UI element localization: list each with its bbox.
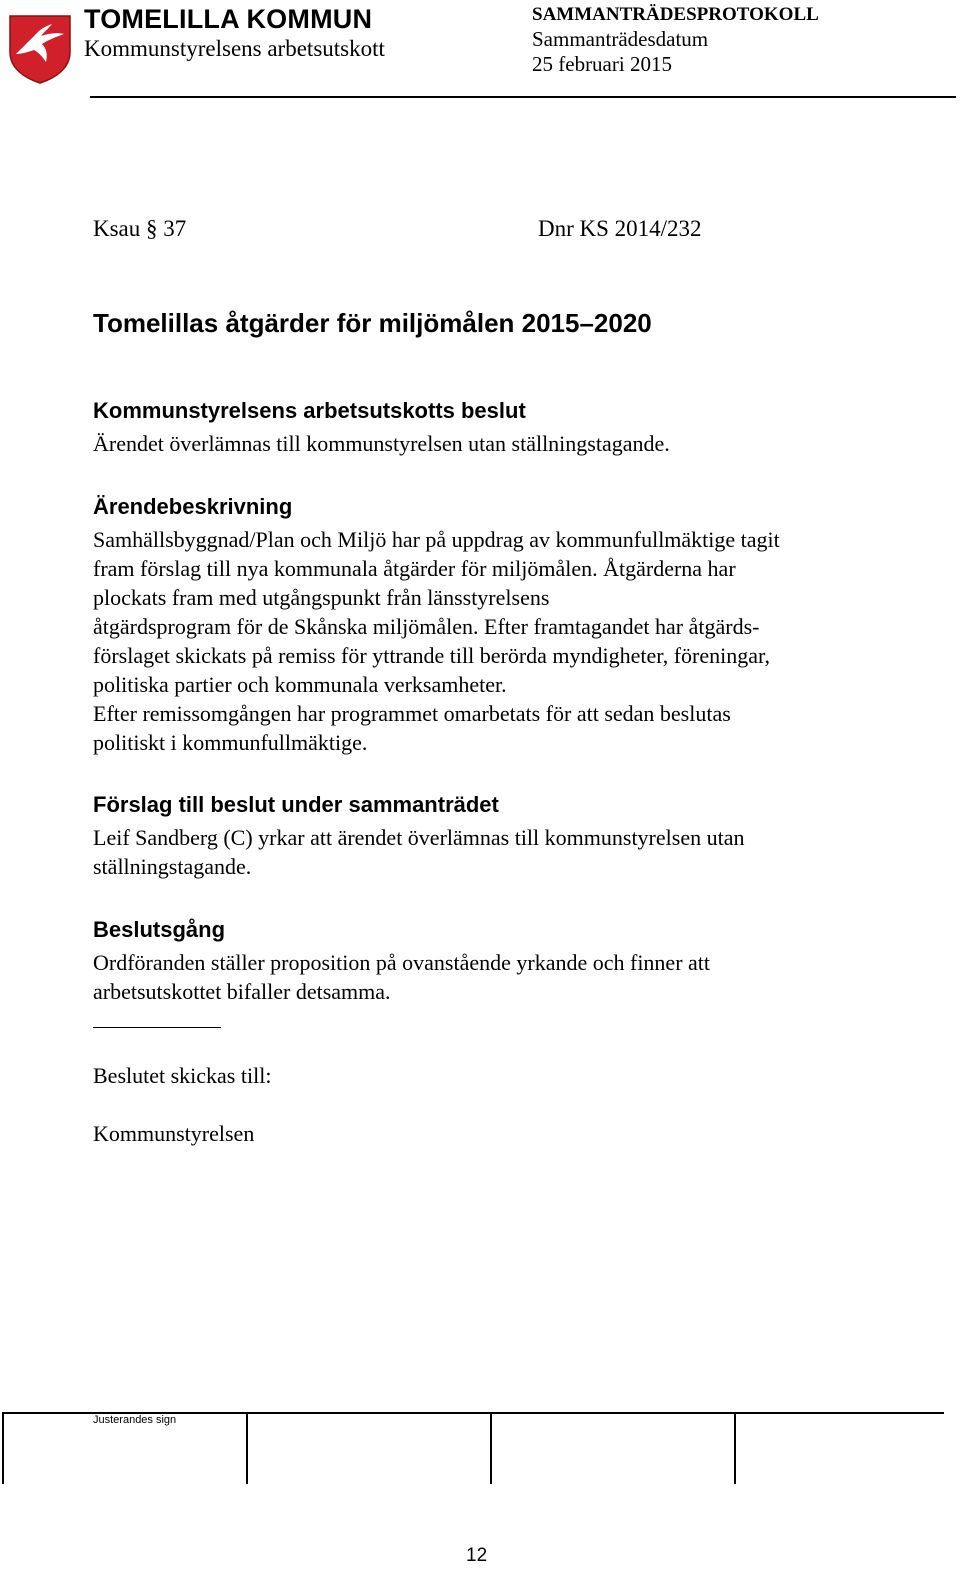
diary-number: Dnr KS 2014/232	[538, 216, 702, 241]
paragraph-reference: Ksau § 37	[93, 216, 187, 241]
document-type: SAMMANTRÄDESPROTOKOLL	[532, 4, 819, 25]
signature-box	[734, 1414, 960, 1484]
page-title: Tomelillas åtgärder för miljömålen 2015–2020	[93, 308, 652, 338]
text-line: Ordföranden ställer proposition på ovanstående yrkande och finner att	[93, 950, 711, 975]
text-line: Samhällsbyggnad/Plan och Miljö har på uppdrag av kommunfullmäktige tagit	[93, 527, 780, 552]
signature-box	[490, 1414, 736, 1484]
procedure-text	[93, 948, 893, 1006]
text-line: Efter remissomgången har programmet omarbetats för att sedan beslutas	[93, 701, 731, 726]
section-divider	[93, 1027, 221, 1028]
signature-box	[246, 1414, 492, 1484]
organization-unit: Kommunstyrelsens arbetsutskott	[84, 36, 385, 61]
coat-of-arms-logo	[8, 14, 72, 84]
text-line: förslaget skickats på remiss för yttrande till berörda myndigheter, föreningar,	[93, 643, 770, 668]
distribution-label: Beslutet skickas till:	[93, 1063, 272, 1088]
proposal-heading: Förslag till beslut under sammanträdet	[93, 792, 499, 817]
text-line: arbetsutskottet bifaller detsamma.	[93, 979, 391, 1004]
text-line: Leif Sandberg (C) yrkar att ärendet överlämnas till kommunstyrelsen utan	[93, 825, 745, 850]
text-line: politiska partier och kommunala verksamheter.	[93, 672, 507, 697]
page-number: 12	[466, 1545, 488, 1566]
text-line: fram förslag till nya kommunala åtgärder för miljömålen. Åtgärderna har	[93, 556, 736, 581]
text-line: åtgärdsprogram för de Skånska miljömålen. Efter framtagandet har åtgärds-	[93, 614, 760, 639]
decision-heading: Kommunstyrelsens arbetsutskotts beslut	[93, 398, 526, 423]
text-line: Ärendet överlämnas till kommunstyrelsen utan ställningstagande.	[93, 431, 670, 456]
meeting-date-value: 25 februari 2015	[532, 52, 672, 76]
organization-name: TOMELILLA KOMMUN	[84, 4, 373, 34]
procedure-heading: Beslutsgång	[93, 917, 226, 942]
proposal-text	[93, 823, 893, 881]
text-line: politiskt i kommunfullmäktige.	[93, 730, 368, 755]
signature-label: Justerandes sign	[93, 1414, 177, 1426]
text-line: plockats fram med utgångspunkt från länsstyrelsens	[93, 585, 550, 610]
municipal-coat-of-arms-icon	[8, 14, 72, 84]
description-heading: Ärendebeskrivning	[93, 494, 293, 519]
decision-text	[93, 429, 893, 458]
header-divider	[90, 96, 956, 98]
distribution-recipient: Kommunstyrelsen	[93, 1121, 255, 1146]
meeting-date-label: Sammanträdesdatum	[532, 27, 709, 51]
description-text	[93, 525, 893, 757]
text-line: ställningstagande.	[93, 854, 252, 879]
